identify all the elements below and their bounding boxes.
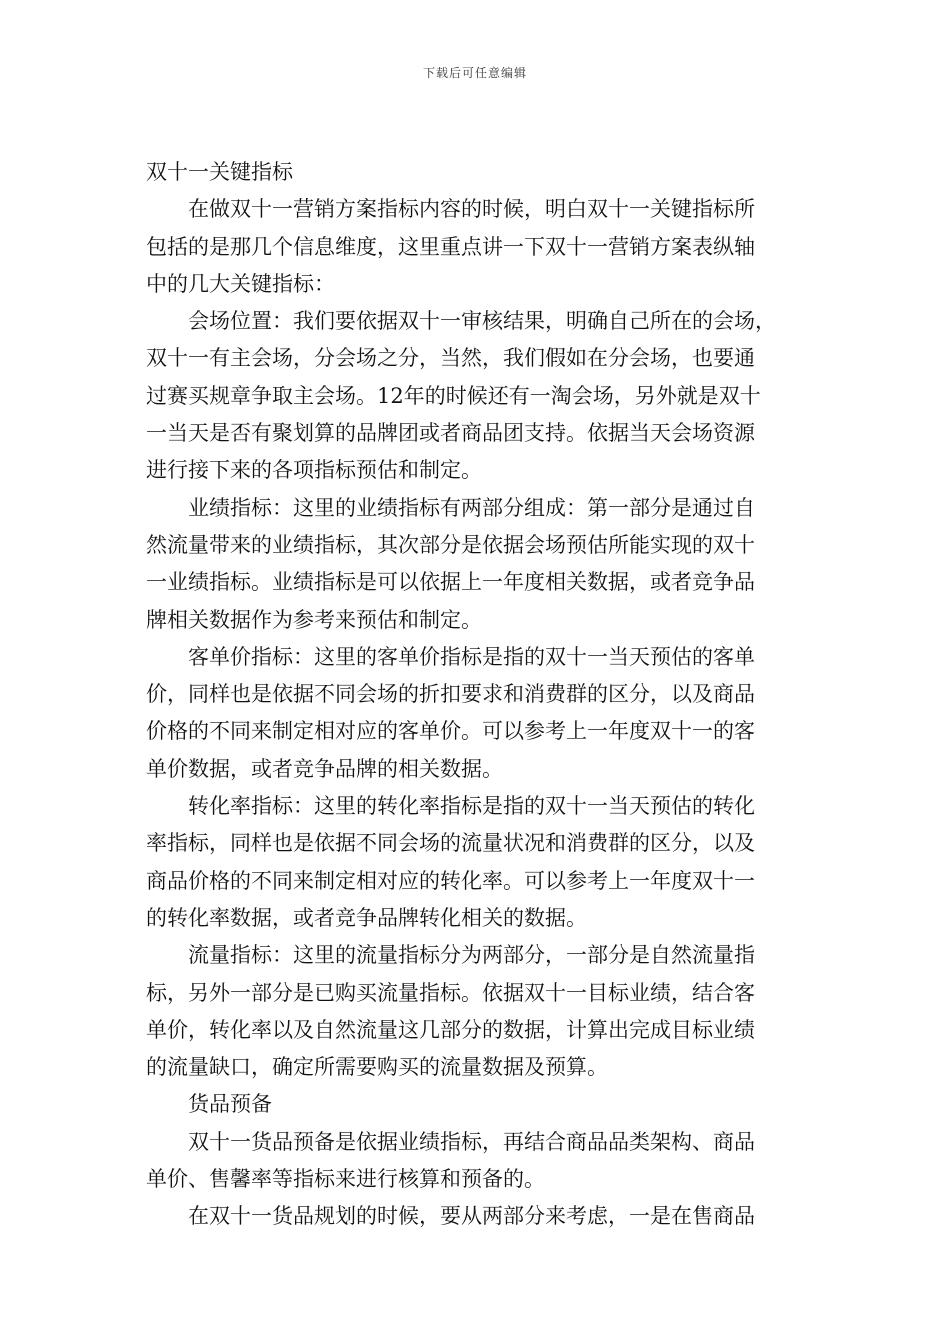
- paragraph-line: 在做双十一营销方案指标内容的时候，明白双十一关键指标所: [188, 197, 755, 222]
- paragraph-line: 过赛买规章争取主会场。12年的时候还有一淘会场，另外就是双十: [146, 383, 761, 408]
- paragraph-line: 率指标，同样也是依据不同会场的流量状况和消费群的区分，以及: [146, 831, 755, 856]
- paragraph-line: 价，同样也是依据不同会场的折扣要求和消费群的区分，以及商品: [146, 682, 755, 707]
- paragraph-line: 的转化率数据，或者竞争品牌转化相关的数据。: [146, 905, 587, 930]
- paragraph-line: 进行接下来的各项指标预估和制定。: [146, 458, 482, 483]
- page-header: 下载后可任意编辑: [422, 66, 527, 80]
- paragraph-line: 包括的是那几个信息维度，这里重点讲一下双十一营销方案表纵轴: [146, 234, 755, 259]
- paragraph-line: 双十一有主会场，分会场之分，当然，我们假如在分会场，也要通: [146, 346, 755, 371]
- section-heading: 货品预备: [188, 1092, 272, 1117]
- paragraph-line: 然流量带来的业绩指标，其次部分是依据会场预估所能实现的双十: [146, 532, 755, 557]
- document-body: [146, 154, 810, 1236]
- paragraph-line: 单价，转化率以及自然流量这几部分的数据，计算出完成目标业绩: [146, 1017, 755, 1042]
- paragraph-line: 转化率指标：这里的转化率指标是指的双十一当天预估的转化: [188, 794, 755, 819]
- paragraph-line: 一当天是否有聚划算的品牌团或者商品团支持。依据当天会场资源: [146, 421, 755, 446]
- section-heading: 双十一关键指标: [146, 160, 293, 184]
- paragraph-line: 单价、售馨率等指标来进行核算和预备的。: [146, 1167, 545, 1192]
- paragraph-line: 双十一货品预备是依据业绩指标，再结合商品品类架构、商品: [188, 1129, 755, 1154]
- paragraph-line: 价格的不同来制定相对应的客单价。可以参考上一年度双十一的客: [146, 719, 755, 744]
- paragraph-line: 会场位置：我们要依据双十一审核结果，明确自己所在的会场，: [188, 309, 776, 334]
- paragraph-line: 流量指标：这里的流量指标分为两部分，一部分是自然流量指: [188, 943, 755, 968]
- paragraph-line: 在双十一货品规划的时候，要从两部分来考虑，一是在售商品: [188, 1204, 755, 1229]
- paragraph-line: 客单价指标：这里的客单价指标是指的双十一当天预估的客单: [188, 644, 755, 669]
- paragraph-line: 牌相关数据作为参考来预估和制定。: [146, 607, 482, 632]
- paragraph-line: 业绩指标：这里的业绩指标有两部分组成：第一部分是通过自: [188, 495, 755, 520]
- paragraph-line: 中的几大关键指标：: [146, 271, 335, 296]
- paragraph-line: 的流量缺口，确定所需要购买的流量数据及预算。: [146, 1055, 608, 1080]
- paragraph-line: 商品价格的不同来制定相对应的转化率。可以参考上一年度双十一: [146, 868, 755, 893]
- paragraph-line: 标，另外一部分是已购买流量指标。依据双十一目标业绩，结合客: [146, 980, 755, 1005]
- paragraph-line: 一业绩指标。业绩指标是可以依据上一年度相关数据，或者竞争品: [146, 570, 755, 595]
- paragraph-line: 单价数据，或者竞争品牌的相关数据。: [146, 756, 503, 781]
